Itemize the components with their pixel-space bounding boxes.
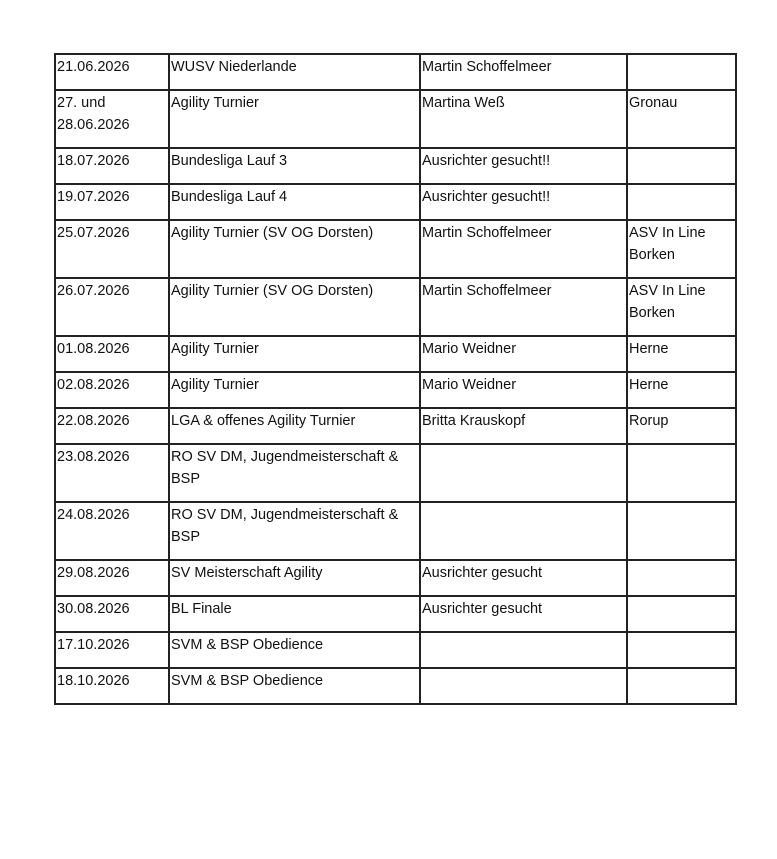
date-cell: 21.06.2026 bbox=[55, 54, 169, 90]
event-cell: Agility Turnier (SV OG Dorsten) bbox=[169, 278, 420, 336]
event-cell: RO SV DM, Jugendmeisterschaft & BSP bbox=[169, 502, 420, 560]
table-row bbox=[55, 372, 736, 408]
event-cell: SVM & BSP Obedience bbox=[169, 632, 420, 668]
date-cell: 25.07.2026 bbox=[55, 220, 169, 278]
table-row bbox=[55, 632, 736, 668]
date-cell: 18.07.2026 bbox=[55, 148, 169, 184]
event-schedule-table bbox=[54, 53, 737, 705]
location-cell: Herne bbox=[627, 336, 736, 372]
date-cell: 26.07.2026 bbox=[55, 278, 169, 336]
location-cell bbox=[627, 148, 736, 184]
event-cell: SV Meisterschaft Agility bbox=[169, 560, 420, 596]
date-cell: 23.08.2026 bbox=[55, 444, 169, 502]
date-cell: 24.08.2026 bbox=[55, 502, 169, 560]
event-cell: Agility Turnier bbox=[169, 336, 420, 372]
organizer-cell bbox=[420, 502, 627, 560]
table-row bbox=[55, 278, 736, 336]
event-cell: Bundesliga Lauf 3 bbox=[169, 148, 420, 184]
location-cell: Rorup bbox=[627, 408, 736, 444]
table-row bbox=[55, 408, 736, 444]
table-row bbox=[55, 444, 736, 502]
organizer-cell bbox=[420, 668, 627, 704]
organizer-cell: Ausrichter gesucht bbox=[420, 560, 627, 596]
table-row bbox=[55, 54, 736, 90]
table-row bbox=[55, 184, 736, 220]
date-cell: 17.10.2026 bbox=[55, 632, 169, 668]
organizer-cell: Martin Schoffelmeer bbox=[420, 278, 627, 336]
organizer-cell: Martina Weß bbox=[420, 90, 627, 148]
date-cell: 02.08.2026 bbox=[55, 372, 169, 408]
organizer-cell: Mario Weidner bbox=[420, 336, 627, 372]
location-cell bbox=[627, 560, 736, 596]
table-row bbox=[55, 148, 736, 184]
organizer-cell: Martin Schoffelmeer bbox=[420, 54, 627, 90]
event-cell: Bundesliga Lauf 4 bbox=[169, 184, 420, 220]
date-cell: 01.08.2026 bbox=[55, 336, 169, 372]
event-cell: Agility Turnier bbox=[169, 372, 420, 408]
organizer-cell bbox=[420, 444, 627, 502]
location-cell bbox=[627, 502, 736, 560]
event-cell: Agility Turnier (SV OG Dorsten) bbox=[169, 220, 420, 278]
table-row bbox=[55, 90, 736, 148]
organizer-cell: Britta Krauskopf bbox=[420, 408, 627, 444]
location-cell: Herne bbox=[627, 372, 736, 408]
organizer-cell: Ausrichter gesucht bbox=[420, 596, 627, 632]
location-cell: ASV In Line Borken bbox=[627, 220, 736, 278]
location-cell bbox=[627, 596, 736, 632]
event-cell: SVM & BSP Obedience bbox=[169, 668, 420, 704]
organizer-cell: Mario Weidner bbox=[420, 372, 627, 408]
date-cell: 27. und 28.06.2026 bbox=[55, 90, 169, 148]
location-cell bbox=[627, 632, 736, 668]
table-row bbox=[55, 502, 736, 560]
table-row bbox=[55, 596, 736, 632]
location-cell bbox=[627, 184, 736, 220]
event-cell: BL Finale bbox=[169, 596, 420, 632]
location-cell bbox=[627, 54, 736, 90]
location-cell: ASV In Line Borken bbox=[627, 278, 736, 336]
location-cell bbox=[627, 668, 736, 704]
date-cell: 29.08.2026 bbox=[55, 560, 169, 596]
organizer-cell: Ausrichter gesucht!! bbox=[420, 184, 627, 220]
date-cell: 19.07.2026 bbox=[55, 184, 169, 220]
event-cell: WUSV Niederlande bbox=[169, 54, 420, 90]
location-cell: Gronau bbox=[627, 90, 736, 148]
organizer-cell bbox=[420, 632, 627, 668]
table-row bbox=[55, 220, 736, 278]
organizer-cell: Martin Schoffelmeer bbox=[420, 220, 627, 278]
date-cell: 18.10.2026 bbox=[55, 668, 169, 704]
table-row bbox=[55, 560, 736, 596]
table-row bbox=[55, 336, 736, 372]
event-cell: LGA & offenes Agility Turnier bbox=[169, 408, 420, 444]
table-row bbox=[55, 668, 736, 704]
location-cell bbox=[627, 444, 736, 502]
date-cell: 22.08.2026 bbox=[55, 408, 169, 444]
date-cell: 30.08.2026 bbox=[55, 596, 169, 632]
event-cell: Agility Turnier bbox=[169, 90, 420, 148]
event-cell: RO SV DM, Jugendmeisterschaft & BSP bbox=[169, 444, 420, 502]
organizer-cell: Ausrichter gesucht!! bbox=[420, 148, 627, 184]
